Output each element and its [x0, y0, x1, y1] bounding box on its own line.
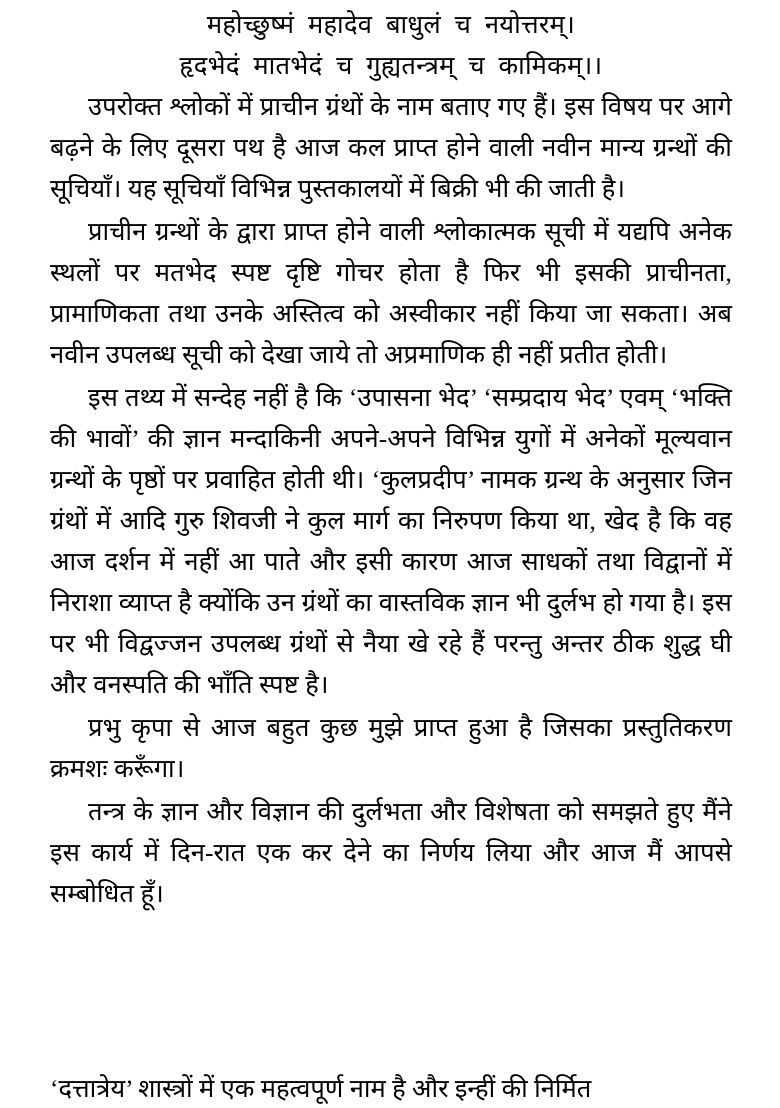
sanskrit-verse-block [50, 0, 732, 86]
paragraph-6-partial-line [50, 1070, 750, 1108]
verse-line-1: महोच्छुष्मं महादेव बाधुलं च नयोत्तरम्। [206, 10, 576, 39]
paragraph-1: उपरोक्त श्लोकों में प्राचीन ग्रंथों के नाम बताए गए हैं। इस विषय पर आगे बढ़ने के लिए दूसरा पथ है आज कल प्राप्त होने वाली नवीन मान्य ग्रन्थों की सूचियाँ। यह सूचियाँ विभिन्न पुस्तकालयों में बिक्री भी की जाती है। [50, 92, 732, 203]
paragraph-6-text: ‘दत्तात्रेय’ शास्त्रों में एक महत्वपूर्ण नाम है और इन्हीं की निर्मित [50, 1074, 592, 1103]
paragraph-5: तन्त्र के ज्ञान और विज्ञान की दुर्लभता और विशेषता को समझते हुए मैंने इस कार्य में दिन-रात एक कर देने का निर्णय लिया और आज मैं आपसे सम्बोधित हूँ। [50, 797, 732, 908]
paragraph-3: इस तथ्य में सन्देह नहीं है कि ‘उपासना भेद’ ‘सम्प्रदाय भेद’ एवम् ‘भक्ति की भावों’ की ज्ञान मन्दाकिनी अपने-अपने विभिन्न युगों में अनेकों मूल्यवान ग्रन्थों के पृष्ठों पर प्रवाहित होती थी। ‘कुलप्रदीप’ नामक ग्रन्थ के अनुसार जिन ग्रंथों में आदि गुरु शिवजी ने कुल मार्ग का निरुपण किया था, खेद है कि वह आज दर्शन में नहीं आ पाते और इसी कारण आज साधकों तथा विद्वानों में निराशा व्याप्त है क्योंकि उन ग्रंथों का वास्तविक ज्ञान भी दुर्लभ हो गया है। इस पर भी विद्वज्जन उपलब्ध ग्रंथों से नैया खे रहे हैं परन्तु अन्तर ठीक शुद्ध घी और वनस्पति की भाँति स्पष्ट है। [50, 383, 732, 699]
paragraph-4: प्रभु कृपा से आज बहुत कुछ मुझे प्राप्त हुआ है जिसका प्रस्तुतिकरण क्रमशः करूँगा। [50, 713, 732, 783]
verse-line-2: हृदभेदं मातभेदं च गुह्यतन्त्रम् च कामिकम्।। [179, 51, 603, 80]
page-text-column [50, 0, 732, 914]
paragraph-2: प्राचीन ग्रन्थों के द्वारा प्राप्त होने वाली श्लोकात्मक सूची में यद्यपि अनेक स्थलों पर मतभेद स्पष्ट दृष्टि गोचर होता है फिर भी इसकी प्राचीनता, प्रामाणिकता तथा उनके अस्तित्व को अस्वीकार नहीं किया जा सकता। अब नवीन उपलब्ध सूची को देखा जाये तो अप्रमाणिक ही नहीं प्रतीत होती। [50, 217, 732, 369]
